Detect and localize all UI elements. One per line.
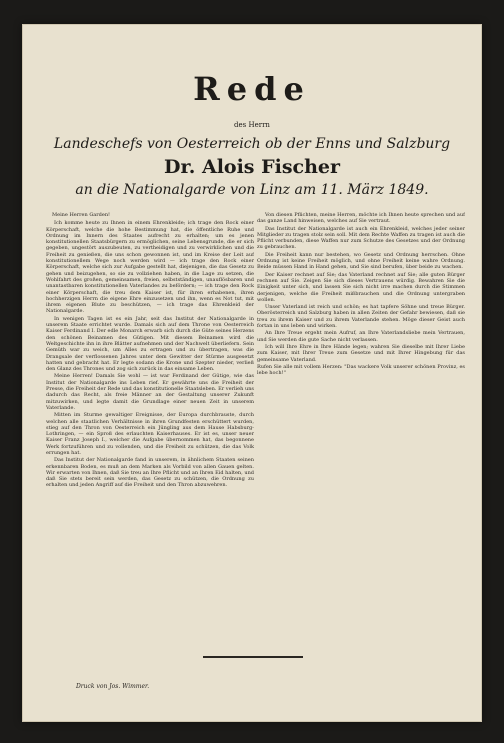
left-column (46, 212, 254, 640)
paragraph: Ich komme heute zu Ihnen in einem Ehrenkleide; ich trage den Rock einer Körperschaft, welche die hohe Bestimmung hat, die öffentliche Ruhe und Ordnung im Innern des Staates aufrecht zu erhalten; um es jenen konstitutionellen Staatsbürgern zu ermöglichen, seine Lebensgrunde, die er sich gegeben, ungestört auszubeuten, zu vertheidigen und zu verwirklichen und die Freiheit zu genießen, die uns schon gewonnen ist, und im Kreise der Leit auf konstitutionellem Wege noch werden wird — ich trage den Rock einer Körperschaft, welche sich zur Aufgabe gestellt hat, diejenigen, die das Gesetz zu gehen und beizugehen, so sie zu vollziehen haben, in die Lage zu setzen, die Wohlfahrt des großen, gemeinsamen, freien, selbstständigen, unauflösbaren und unantastbaren konstitutionellen Vaterlandes zu befördern; — ich trage den Rock einer Körperschaft, die treu dem Kaiser ist, für ihren erhabenen, ihren hochherzigen Herrn die eigene Ehre einzusetzen und ihn, wenn es Not tut, mit ihrem eigenen Blute zu beschützen, — ich trage das Ehrenkleid der Nationalgarde. (46, 220, 254, 315)
closing-paragraph: Rufen Sie alle mit vollem Herzen: "Das wackere Volk unserer schönen Provinz, es lebe hoch!" (257, 363, 465, 377)
paragraph: Ich will Ihre Ehre in Ihre Hände legen; wahren Sie dieselbe mit Ihrer Liebe zum Kaiser, mit Ihrer Treue zum Gesetze und mit Ihrer Hingebung für das gemeinsame Vaterland. (257, 343, 465, 363)
paragraph: Unser Vaterland ist reich und schön; es hat tapfere Söhne und treue Bürger. Oberösterreich und Salzburg haben in allen Zeiten der Gefahr bewiesen, daß sie treu zu ihrem Kaiser und zu ihrem Vaterlande stehen. Möge dieser Geist auch fortan in uns leben und wirken. (257, 304, 465, 330)
paragraph: In wenigen Tagen ist es ein Jahr, seit das Institut der Nationalgarde in unserem Staate errichtet wurde. Damals sich auf dem Throne von Oesterreich Kaiser Ferdinand I. Der edle Monarch erwarb sich durch die Güte seines Herzens den schönen Beinamen des Gütigen. Mit diesem Beinamen wird die Weltgeschichte ihn in ihre Blätter aufnehmen und der Nachwelt überliefern. Sein Gemüth war zu weich, um Alles zu ertragen und zu übertragen, was die Drangsale der verflossenen Jahres unter dem Gewitter der Stürme ausgesetzt hatten und gebracht hat. Er legte sodann die Krone und Szepter nieder, verließ den Glanz des Thrones und zog sich zurück in das einsame Leben. (46, 315, 254, 373)
paragraph: Die Freiheit kann nur bestehen, wo Gesetz und Ordnung herrschen. Ohne Ordnung ist keine Freiheit möglich, und ohne Freiheit keine wahre Ordnung. Beide müssen Hand in Hand gehen, und Sie sind berufen, über beide zu wachen. (257, 251, 465, 271)
document-subtitle: an die Nationalgarde von Linz am 11. März 1849. (75, 182, 429, 198)
divider-rule (203, 656, 303, 658)
paragraph: Das Institut der Nationalgarde ist auch ein Ehrenkleid, welches jeder seiner Mitglieder zu tragen stolz sein soll. Mit dem Rechte Waffen zu tragen ist auch die Pflicht verbunden, diese Waffen nur zum Schutze des Gesetzes und der Ordnung zu gebrauchen. (257, 225, 465, 251)
paragraph: Mitten im Sturme gewaltiger Ereignisse, der Europa durchbrauste, durch welchen alle staatlichen Verhältnisse in ihren Grundfesten erschüttert wurden, stieg auf den Thron von Oesterreich ein Jüngling aus dem Hause Habsburg-Lothringen, — ein Sproß des erlauchten Kaiserhauses. Er ist es, unser neuer Kaiser Franz Joseph I., welcher die Aufgabe übernommen hat, das begonnene Werk fortzuführen und zu vollenden, und die Freiheit zu schützen, die das Volk errungen hat. (46, 412, 254, 456)
right-column (257, 212, 465, 640)
des-herrn-line: des Herrn (234, 121, 270, 129)
office-line: Landeschefs von Oesterreich ob der Enns und Salzburg (53, 136, 451, 152)
salutation: Meine Herren Garden! (52, 212, 111, 218)
document-page (22, 24, 482, 722)
paragraph: An Ihre Treue ergeht mein Aufruf, an Ihre Vaterlandsliebe mein Vertrauen, und Sie werden die gute Sache nicht verlassen. (257, 330, 465, 343)
paragraph: Das Institut der Nationalgarde fand in unserem, in ähnlichem Staaten seinen erkennbaren Boden, es muß an dem Marken als Vorbild von allen Gauen gelten. Wir erwarten von Ihnen, daß Sie treu an Ihre Pflicht und an Ihren Eid halten, und daß Sie stets bereit sein werden, das Gesetz zu schützen, die Ordnung zu erhalten und jeden Angriff auf die Freiheit und den Thron abzuwehren. (46, 457, 254, 489)
document-title: Rede (193, 70, 311, 108)
paragraph: Meine Herren! Damals Sie wohl — ist war Ferdinand der Gütige, wie das Institut der Nationalgarde ins Leben rief. Er gewährte uns die Freiheit der Presse, die Freiheit der Rede und das konstitutionelle Staatsleben. Er verlieh uns dadurch das Recht, als freie Männer an der Gestaltung unserer Zukunft mitzuwirken, und legte damit die Grundlage einer neuen Zeit in unserem Vaterlande. (46, 373, 254, 411)
paragraph: Von diesen Pflichten, meine Herren, möchte ich Ihnen heute sprechen und auf das ganze Land hinweisen, welches auf Sie vertraut. (257, 212, 465, 225)
paragraph: Der Kaiser rechnet auf Sie; das Vaterland rechnet auf Sie; alle guten Bürger rechnen auf Sie. Zeigen Sie sich dieses Vertrauens würdig. Bewahren Sie die Einigkeit unter sich, und lassen Sie sich nicht irre machen durch die Stimmen derjenigen, welche die Freiheit mißbrauchen und die Ordnung untergraben wollen. (257, 271, 465, 303)
printer-imprint: Druck von Jos. Wimmer. (76, 683, 150, 690)
speaker-name: Dr. Alois Fischer (163, 156, 341, 178)
